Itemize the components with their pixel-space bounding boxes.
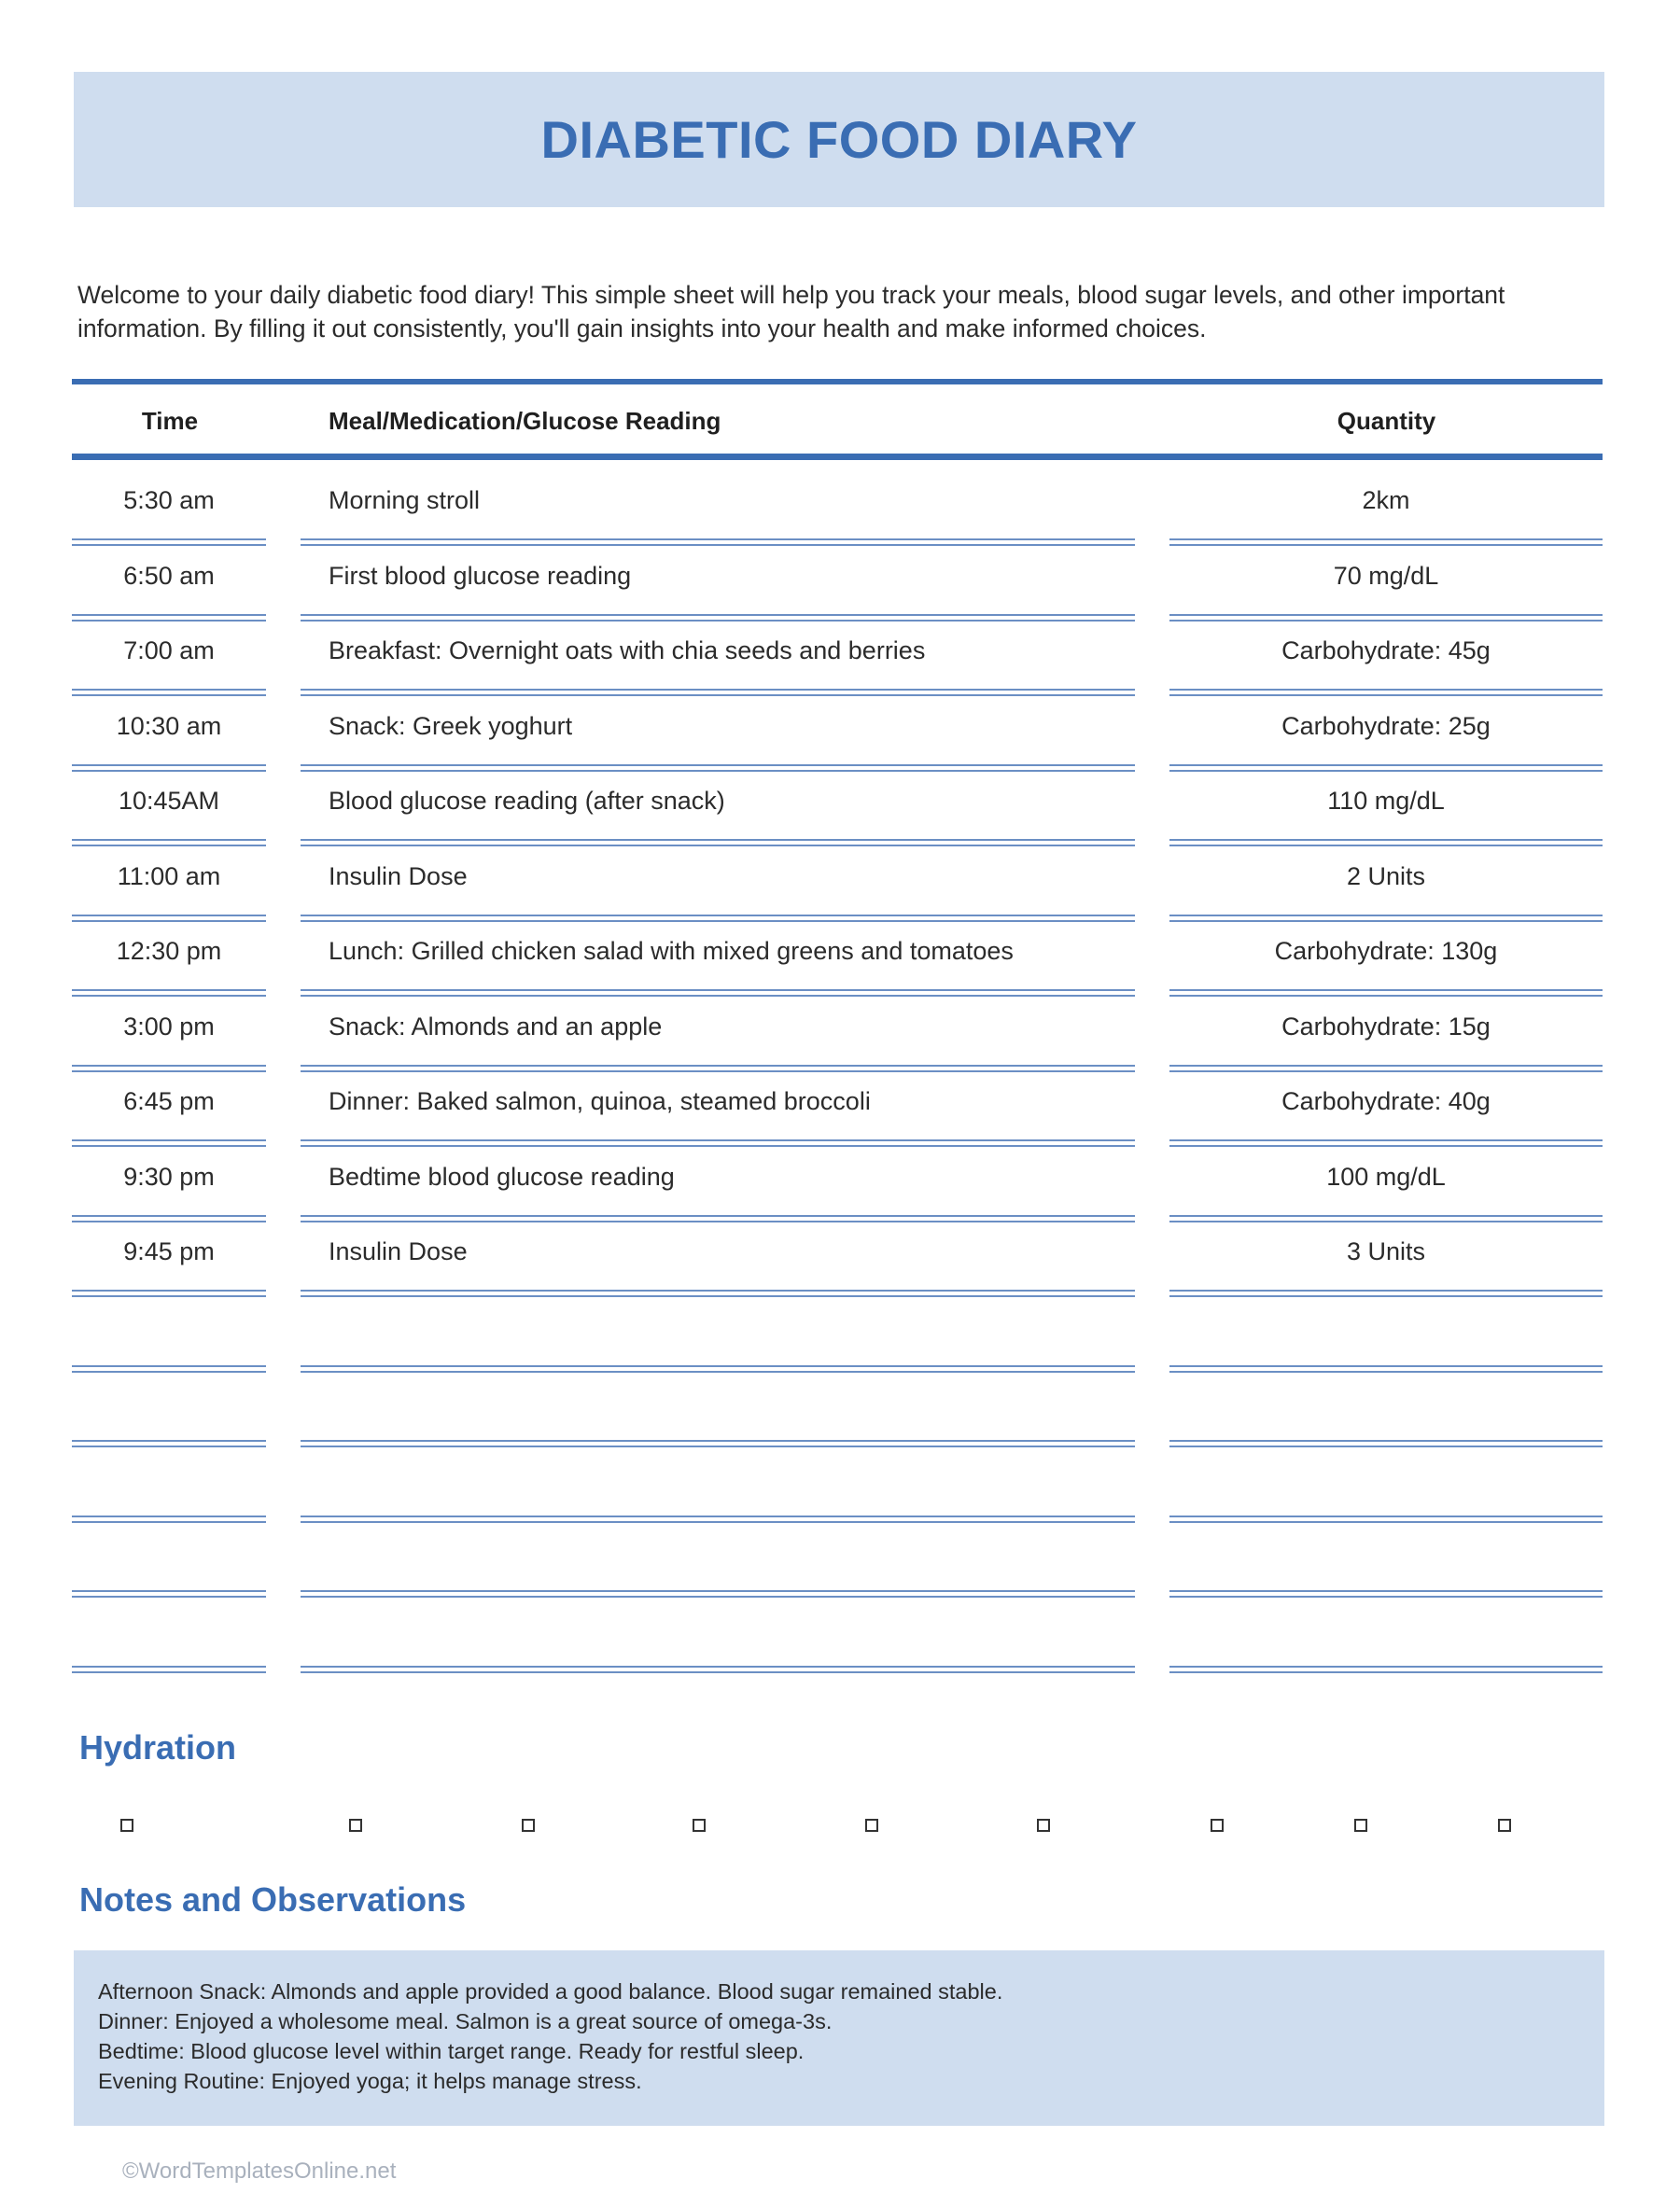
quantity-cell[interactable] <box>1169 997 1603 1072</box>
quantity-cell-text: 70 mg/dL <box>1333 562 1439 590</box>
quantity-cell[interactable] <box>1169 470 1603 546</box>
quantity-cell[interactable] <box>1169 921 1603 997</box>
time-cell[interactable] <box>72 771 266 846</box>
quantity-cell-text: Carbohydrate: 15g <box>1281 1013 1491 1041</box>
time-cell-text: 9:45 pm <box>123 1237 215 1265</box>
quantity-cell[interactable] <box>1169 771 1603 846</box>
time-cell-text: 3:00 pm <box>123 1013 215 1041</box>
time-cell-text: 9:30 pm <box>123 1163 215 1191</box>
column-header-time: Time <box>141 407 199 435</box>
quantity-cell[interactable] <box>1169 1222 1603 1297</box>
column-header-meal: Meal/Medication/Glucose Reading <box>329 407 721 435</box>
meal-cell[interactable] <box>301 1598 1135 1673</box>
meal-cell[interactable] <box>301 621 1135 696</box>
hydration-heading: Hydration <box>79 1728 237 1767</box>
hydration-checkbox[interactable] <box>1498 1819 1511 1832</box>
time-cell-text: 10:45AM <box>118 787 220 815</box>
hydration-checkbox[interactable] <box>1354 1819 1367 1832</box>
time-cell[interactable] <box>72 1071 266 1147</box>
meal-cell[interactable] <box>301 546 1135 622</box>
time-cell-text: 6:45 pm <box>123 1087 215 1115</box>
notes-list <box>98 1977 1002 2096</box>
quantity-cell[interactable] <box>1169 1147 1603 1222</box>
time-cell[interactable] <box>72 1598 266 1673</box>
meal-cell[interactable] <box>301 771 1135 846</box>
note-line: Bedtime: Blood glucose level within target range. Ready for restful sleep. <box>98 2039 805 2063</box>
time-cell-text: 6:50 am <box>123 562 215 590</box>
time-cell[interactable] <box>72 621 266 696</box>
meal-cell[interactable] <box>301 997 1135 1072</box>
quantity-cell-text: Carbohydrate: 45g <box>1281 636 1491 664</box>
meal-cell[interactable] <box>301 846 1135 922</box>
quantity-cell[interactable] <box>1169 846 1603 922</box>
hydration-checkbox[interactable] <box>1211 1819 1224 1832</box>
page-title: DIABETIC FOOD DIARY <box>540 110 1138 169</box>
quantity-cell[interactable] <box>1169 1071 1603 1147</box>
time-cell[interactable] <box>72 997 266 1072</box>
table-header <box>72 379 1603 460</box>
quantity-cell-text: Carbohydrate: 25g <box>1281 712 1491 740</box>
quantity-cell-text: 3 Units <box>1346 1237 1426 1265</box>
intro-paragraph: Welcome to your daily diabetic food diary! This simple sheet will help you track your meals, blood sugar levels, and other important information. By filling it out consistently, you'll gain insights into your health and make informed choices. <box>77 281 1505 342</box>
meal-cell-text: Blood glucose reading (after snack) <box>329 787 725 815</box>
time-cell[interactable] <box>72 1222 266 1297</box>
meal-cell[interactable] <box>301 696 1135 772</box>
quantity-cell[interactable] <box>1169 1372 1603 1447</box>
time-cell[interactable] <box>72 1447 266 1523</box>
meal-cell-text: Snack: Greek yoghurt <box>329 712 573 740</box>
time-cell-text: 12:30 pm <box>116 937 222 965</box>
time-cell[interactable] <box>72 546 266 622</box>
hydration-checkbox[interactable] <box>693 1819 706 1832</box>
time-cell-text: 11:00 am <box>117 862 221 890</box>
quantity-cell[interactable] <box>1169 1447 1603 1523</box>
time-cell[interactable] <box>72 1297 266 1373</box>
quantity-cell-text: Carbohydrate: 130g <box>1274 937 1498 965</box>
meal-cell-text: Insulin Dose <box>329 1237 468 1265</box>
meal-cell[interactable] <box>301 1222 1135 1297</box>
hydration-checkbox[interactable] <box>349 1819 362 1832</box>
quantity-cell[interactable] <box>1169 1522 1603 1598</box>
meal-cell-text: Bedtime blood glucose reading <box>329 1163 675 1191</box>
quantity-cell-text: 2 Units <box>1346 862 1426 890</box>
quantity-cell-text: Carbohydrate: 40g <box>1281 1087 1491 1115</box>
meal-cell-text: Lunch: Grilled chicken salad with mixed greens and tomatoes <box>329 937 1014 965</box>
quantity-cell[interactable] <box>1169 1297 1603 1373</box>
notes-box <box>74 1950 1604 2126</box>
time-cell[interactable] <box>72 1147 266 1222</box>
time-cell[interactable] <box>72 470 266 546</box>
meal-cell[interactable] <box>301 921 1135 997</box>
meal-cell[interactable] <box>301 470 1135 546</box>
time-cell-text: 5:30 am <box>123 486 215 514</box>
quantity-cell-text: 110 mg/dL <box>1327 787 1445 815</box>
footer-watermark: ©WordTemplatesOnline.net <box>122 2158 397 2184</box>
quantity-cell-text: 100 mg/dL <box>1326 1163 1446 1191</box>
meal-cell-text: First blood glucose reading <box>329 562 632 590</box>
meal-cell-text: Snack: Almonds and an apple <box>329 1013 663 1041</box>
time-cell[interactable] <box>72 1372 266 1447</box>
meal-cell-text: Dinner: Baked salmon, quinoa, steamed broccoli <box>329 1087 871 1115</box>
quantity-cell[interactable] <box>1169 1598 1603 1673</box>
quantity-cell[interactable] <box>1169 621 1603 696</box>
meal-cell[interactable] <box>301 1297 1135 1373</box>
hydration-checkbox[interactable] <box>522 1819 535 1832</box>
quantity-cell[interactable] <box>1169 696 1603 772</box>
meal-cell[interactable] <box>301 1447 1135 1523</box>
time-cell[interactable] <box>72 846 266 922</box>
notes-heading: Notes and Observations <box>79 1880 467 1919</box>
hydration-checkbox[interactable] <box>120 1819 133 1832</box>
meal-cell-text: Morning stroll <box>329 486 481 514</box>
meal-cell[interactable] <box>301 1147 1135 1222</box>
title-banner <box>74 72 1604 207</box>
note-line: Afternoon Snack: Almonds and apple provided a good balance. Blood sugar remained stable. <box>98 1979 1003 2004</box>
time-cell-text: 7:00 am <box>123 636 215 664</box>
meal-cell[interactable] <box>301 1372 1135 1447</box>
hydration-checkbox[interactable] <box>1037 1819 1050 1832</box>
quantity-cell[interactable] <box>1169 546 1603 622</box>
time-cell[interactable] <box>72 1522 266 1598</box>
meal-cell[interactable] <box>301 1522 1135 1598</box>
note-line: Dinner: Enjoyed a wholesome meal. Salmon is a great source of omega-3s. <box>98 2009 833 2033</box>
hydration-checkbox[interactable] <box>865 1819 878 1832</box>
time-cell[interactable] <box>72 696 266 772</box>
meal-cell-text: Insulin Dose <box>329 862 468 890</box>
note-line: Evening Routine: Enjoyed yoga; it helps manage stress. <box>98 2069 642 2093</box>
column-header-quantity: Quantity <box>1337 407 1436 435</box>
time-cell-text: 10:30 am <box>116 712 222 740</box>
meal-cell[interactable] <box>301 1071 1135 1147</box>
meal-cell-text: Breakfast: Overnight oats with chia seeds and berries <box>329 636 926 664</box>
quantity-cell-text: 2km <box>1362 486 1410 514</box>
time-cell[interactable] <box>72 921 266 997</box>
